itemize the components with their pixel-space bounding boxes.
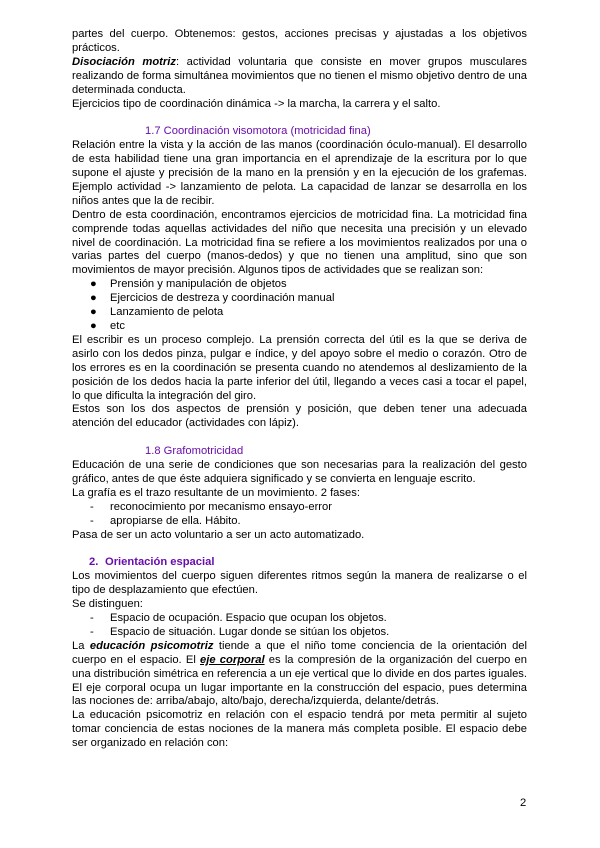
section-1-7-heading: 1.7 Coordinación visomotora (motricidad fina) <box>145 125 371 138</box>
section-2-paragraph-4: La educación psicomotriz en relación con el espacio tendrá por meta permitir al sujeto tomar conciencia de estas nociones de la manera más completa posible. El espacio debe ser organizado en relación con: <box>72 709 527 750</box>
section-1-7-paragraph-3: El escribir es un proceso complejo. La prensión correcta del útil es la que se deriva de asirlo con los dedos pinza, pulgar e índice, y del apoyo sobre el medio o corazón. Otro de los errores es en la coordinación se presenta cuando no atendemos al deslizamiento de la posición de los dedos hacia la parte inferior del útil, llegando a veces casi a tocar el papel, lo que dificulta la integración del giro. <box>72 333 527 402</box>
phases-list <box>72 501 527 529</box>
section-2-paragraph-3: La educación psicomotriz tiende a que el niño tome conciencia de la orientación del cuerpo en el espacio. El eje corporal es la compresión de la organización del cuerpo en una distribución simétrica en referencia a un eje vertical que lo divide en dos partes iguales. El eje corporal ocupa un lugar importante en la construcción del espacio, pues determina las nociones de: arriba/abajo, alto/bajo, derecha/izquierda, delante/detrás. <box>72 639 528 708</box>
list-item: - apropiarse de ella. Hábito. <box>90 514 241 527</box>
section-1-7-paragraph-4: Estos son los dos aspectos de prensión y posición, que deben tener una adecuada atención del educador (actividades con lápiz). <box>72 403 527 430</box>
section-1-8-paragraph-1: Educación de una serie de condiciones que son necesarias para la realización del gesto gráfico, antes de que éste adquiera significado y se convierta en lenguaje escrito. <box>72 459 527 485</box>
list-item: - Espacio de ocupación. Espacio que ocupan los objetos. <box>90 612 387 625</box>
section-2-title: Orientación espacial <box>105 556 215 569</box>
space-types-list <box>72 612 527 640</box>
bullet-icon: ● <box>90 306 97 319</box>
page-number: 2 <box>520 797 527 809</box>
dash-icon: - <box>90 514 94 527</box>
disociacion-definition: : actividad voluntaria que consiste en mover grupos musculares realizando de forma simultánea movimientos que no tienen el mismo objetivo dentro de una determinada conducta. <box>72 55 527 96</box>
list-item: ● Lanzamiento de pelota <box>90 306 224 319</box>
section-1-7-paragraph-2: Dentro de esta coordinación, encontramos ejercicios de motricidad fina. La motricidad fina comprende todas aquellas actividades del niño que necesita una precisión y un elevado nivel de coordinación. La motricidad fina se refiere a los movimientos realizados por una o varias partes del cuerpo (manos-dedos) y que no tienen una amplitud, sino que son movimientos de mayor precisión. Algunos tipos de actividades que se realizan son: <box>72 208 527 277</box>
bullet-icon: ● <box>90 292 97 305</box>
section-1-8-paragraph-2: La grafía es el trazo resultante de un movimiento. 2 fases: <box>72 486 360 499</box>
section-2-paragraph-1: Los movimientos del cuerpo siguen diferentes ritmos según la manera de realizarse o el tipo de desplazamiento que efectúen. <box>72 570 527 597</box>
list-item: ● Prensión y manipulación de objetos <box>90 278 287 291</box>
list-item: - Espacio de situación. Lugar donde se sitúan los objetos. <box>90 625 390 638</box>
bullet-icon: ● <box>90 278 97 291</box>
section-2-heading <box>72 556 527 570</box>
list-item: ● Ejercicios de destreza y coordinación manual <box>90 292 335 305</box>
list-item: - reconocimiento por mecanismo ensayo-error <box>90 500 332 513</box>
activity-bullet-list <box>72 278 527 334</box>
section-2-paragraph-2: Se distinguen: <box>72 598 143 611</box>
section-1-8-heading: 1.8 Grafomotricidad <box>145 445 244 458</box>
term-educacion-psicomotriz: educación psicomotriz <box>89 639 214 652</box>
bullet-icon: ● <box>90 320 97 333</box>
paragraph-disociacion <box>72 56 527 98</box>
dash-icon: - <box>90 500 94 513</box>
term-disociacion-motriz: Disociación motriz <box>72 55 176 68</box>
dash-icon: - <box>90 612 94 625</box>
section-1-8-paragraph-3: Pasa de ser un acto voluntario a ser un acto automatizado. <box>72 528 365 541</box>
list-item: ● etc <box>90 320 125 333</box>
term-eje-corporal: eje corporal <box>200 653 265 666</box>
paragraph-intro: partes del cuerpo. Obtenemos: gestos, acciones precisas y ajustadas a los objetivos prácticos. <box>72 28 527 54</box>
section-2-number: 2. <box>89 556 99 569</box>
document-page <box>72 28 527 751</box>
paragraph-ejercicios: Ejercicios tipo de coordinación dinámica -> la marcha, la carrera y el salto. <box>72 97 441 110</box>
section-1-7-paragraph-1: Relación entre la vista y la acción de las manos (coordinación óculo-manual). El desarrollo de esta habilidad tiene una gran importancia en el aprendizaje de la escritura por lo que supone el ajuste y precisión de la mano en la prensión y en la ejecución de los grafemas. Ejemplo actividad -> lanzamiento de pelota. La capacidad de lanzar se desarrolla en los niños antes que la de recibir. <box>72 139 527 207</box>
dash-icon: - <box>90 625 94 638</box>
